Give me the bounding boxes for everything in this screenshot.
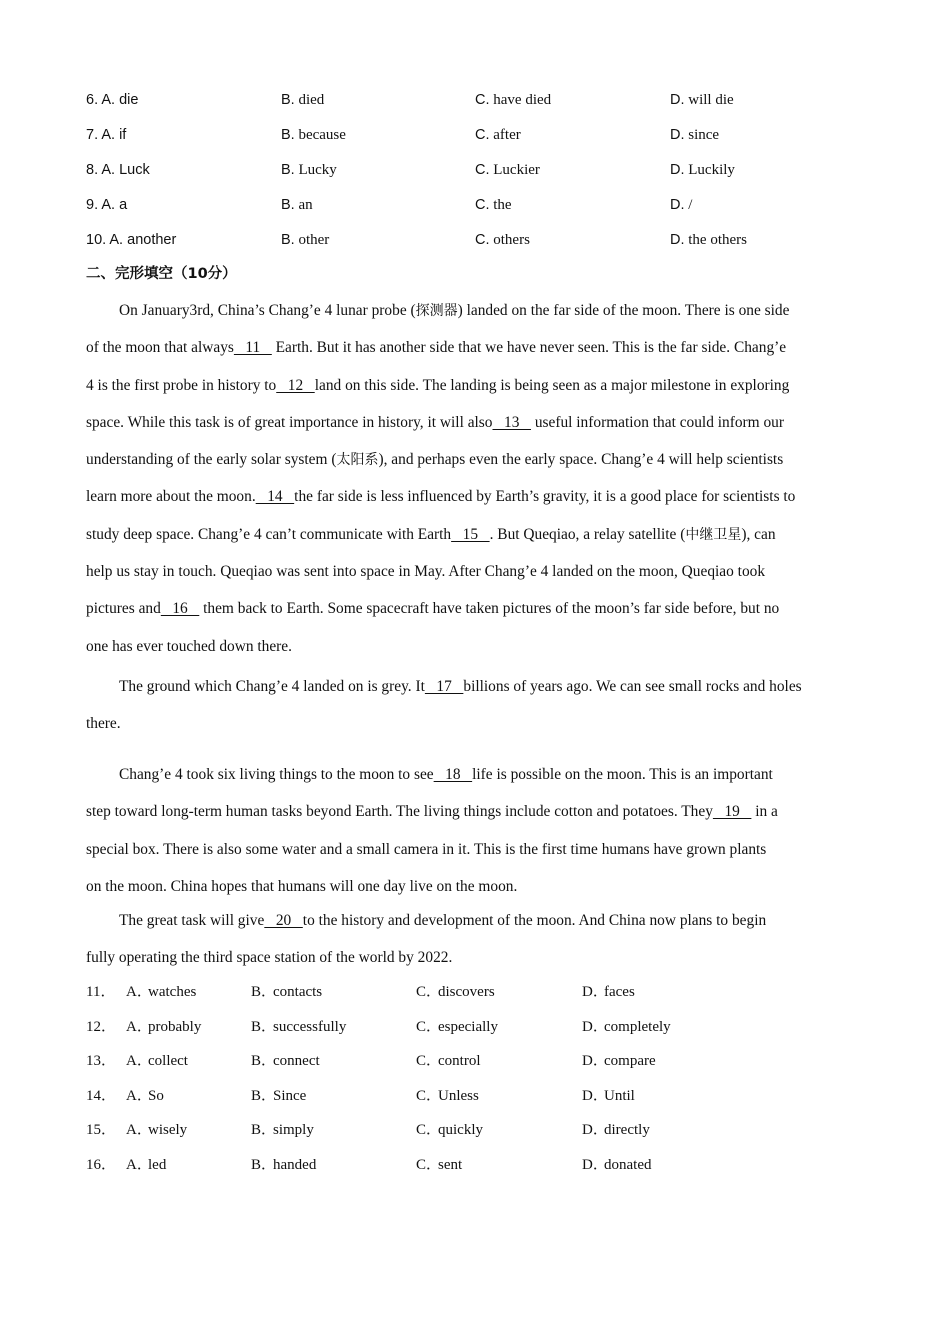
option-text: sent [438,1157,463,1173]
option-label: D． [582,1019,608,1035]
passage-line [86,764,866,801]
option-label: C． [416,984,442,1000]
passage-line [86,449,866,486]
option-text: an [298,197,313,213]
option-text: Luckier [493,162,540,178]
option-text: compare [604,1053,656,1069]
option-d [670,159,735,181]
question-number: 9. A. [86,197,116,213]
text: special box. There is also some water and a small camera in it. This is the first time humans have grown plants [86,840,767,858]
option-c [475,89,551,111]
question-number: 13． [86,1053,117,1069]
option-text: donated [604,1157,652,1173]
option-label: C． [416,1053,442,1069]
option-label: D． [582,1088,608,1104]
passage-paragraph-2 [86,676,866,751]
text: to the history and development of the moon. And China now plans to begin [302,912,767,929]
text: land on this side. The landing is being seen as a major milestone in exploring [314,376,790,394]
option-label: B. [281,127,295,143]
option-label: C． [416,1088,442,1104]
option-label: D. [670,162,685,178]
option-text: watches [148,984,197,1000]
text: On January3rd, China’s Chang’e 4 lunar probe ( [119,302,416,319]
section-title: 二、完形填空（10分） [86,266,237,282]
text: . But Queqiao, a relay satellite ( [489,525,686,543]
passage-line [86,524,866,561]
option-label: D． [582,1157,608,1173]
option-label: B. [281,162,295,178]
option-text: have died [493,92,552,108]
passage-line [86,676,866,713]
option-label: C. [475,232,490,248]
passage-line [86,839,866,876]
text: in a [751,803,778,821]
passage-line [86,876,866,910]
option-label: D. [670,232,685,248]
passage-line [86,561,866,598]
question-number: 10. A. [86,232,124,248]
option-text: other [298,232,330,248]
option-text: will die [688,92,734,108]
option-c [475,194,512,216]
text: ) landed on the far side of the moon. There is one side [457,302,790,319]
passage-line [86,486,866,523]
question-number: 11． [86,984,116,1000]
option-text: Unless [438,1088,479,1104]
option-text: connect [273,1053,320,1069]
option-text: die [119,92,139,108]
option-label: D． [582,1122,608,1138]
passage-line [86,300,866,337]
option-label: A． [126,1122,152,1138]
passage-paragraph-3 [86,764,866,910]
text: life is possible on the moon. This is an important [472,766,773,783]
option-c [475,124,521,146]
option-label: B. [281,232,295,248]
option-label: C. [475,92,490,108]
text: Chang’e 4 took six living things to the moon to see [119,766,434,783]
option-text: directly [604,1122,650,1138]
option-label: A． [126,1157,152,1173]
option-b [281,229,329,251]
option-label: A． [126,1053,152,1069]
text: help us stay in touch. Queqiao was sent into space in May. After Chang’e 4 landed on the moon, Queqiao took [86,563,766,581]
blank-12[interactable]: 12 [276,376,315,394]
text: pictures and [86,600,161,618]
option-text: simply [273,1122,314,1138]
text-cjk: 太阳系 [336,452,379,469]
option-label: C. [475,197,490,213]
passage-line [86,801,866,838]
option-text: faces [604,984,635,1000]
text: them back to Earth. Some spacecraft have taken pictures of the moon’s far side before, but no [199,600,780,618]
option-label: A． [126,1088,152,1104]
option-label: D. [670,92,685,108]
passage-line [86,337,866,374]
option-text: the [493,197,512,213]
option-text: wisely [148,1122,188,1138]
option-text: So [148,1088,164,1104]
text: learn more about the moon. [86,488,256,506]
option-text: successfully [273,1019,347,1035]
text: step toward long-term human tasks beyond Earth. The living things include cotton and potatoes. They [86,803,713,821]
passage-line [86,636,866,673]
option-text: completely [604,1019,671,1035]
option-text: handed [273,1157,317,1173]
text: ), can [741,525,776,543]
option-text: led [148,1157,167,1173]
text: useful information that could inform our [530,413,785,431]
text: study deep space. Chang’e 4 can’t communicate with Earth [86,525,452,543]
option-text: / [688,197,693,213]
question-number: 15． [86,1122,117,1138]
option-text: died [298,92,325,108]
option-label: B. [281,92,295,108]
question-number: 14． [86,1088,117,1104]
option-b [281,159,337,181]
blank-19[interactable]: 19 [712,803,752,821]
option-text: collect [148,1053,188,1069]
option-text: because [298,127,346,143]
question-number: 16． [86,1157,117,1173]
passage-line [86,598,866,635]
passage-line [86,412,866,449]
option-label: D. [670,197,685,213]
blank-18[interactable]: 18 [433,766,473,783]
option-text: the others [688,232,747,248]
option-text: since [688,127,720,143]
option-label: B． [251,984,277,1000]
option-label: B． [251,1157,277,1173]
blank-14[interactable]: 14 [255,488,295,506]
text: of the moon that always [86,339,234,357]
option-label: B． [251,1088,277,1104]
option-d [670,124,719,146]
text: The ground which Chang’e 4 landed on is grey. It [119,678,425,695]
option-c [475,159,540,181]
passage-line [86,713,866,750]
option-label: D． [582,984,608,1000]
option-text: others [493,232,530,248]
option-text: Until [604,1088,635,1104]
text: ), and perhaps even the early space. Chang’e 4 will help scientists [378,451,784,469]
option-label: C． [416,1019,442,1035]
text: 4 is the first probe in history to [86,376,277,394]
option-text: probably [148,1019,202,1035]
option-text: contacts [273,984,323,1000]
text: Earth. But it has another side that we have never seen. This is the far side. Chang’e [271,339,787,357]
option-text: Lucky [298,162,337,178]
option-text: Luck [119,162,150,178]
option-label: B. [281,197,295,213]
option-d [670,229,747,251]
option-label: B． [251,1019,277,1035]
option-c [475,229,530,251]
option-label: A． [126,1019,152,1035]
text: space. While this task is of great importance in history, it will also [86,413,493,431]
option-text: Luckily [688,162,735,178]
text: the far side is less influenced by Earth’s gravity, it is a good place for scientists to [294,488,796,506]
option-label: B． [251,1122,277,1138]
passage-line [86,910,866,947]
passage-paragraph-1 [86,300,866,673]
text: understanding of the early solar system ( [86,451,337,469]
option-text: discovers [438,984,495,1000]
option-text: Since [273,1088,307,1104]
option-a [86,229,176,251]
option-label: C． [416,1122,442,1138]
option-label: B． [251,1053,277,1069]
option-label: A． [126,984,152,1000]
option-label: C. [475,127,490,143]
option-d [670,89,734,111]
blank-11[interactable]: 11 [233,339,272,357]
option-b [281,194,313,216]
question-number: 7. A. [86,127,116,143]
blank-16[interactable]: 16 [160,600,200,618]
text: there. [86,715,121,733]
blank-20[interactable]: 20 [264,912,303,929]
question-number: 8. A. [86,162,116,178]
option-label: D. [670,127,685,143]
option-text: if [119,127,127,143]
option-a [86,89,138,111]
text: on the moon. China hopes that humans will one day live on the moon. [86,877,518,895]
passage-line [86,947,866,984]
option-text: a [119,197,128,213]
option-text: quickly [438,1122,483,1138]
passage-line [86,375,866,412]
option-text: especially [438,1019,498,1035]
question-number: 12． [86,1019,117,1035]
text-cjk: 中继卫星 [685,526,742,543]
text: one has ever touched down there. [86,637,292,655]
option-b [281,124,346,146]
passage-paragraph-4 [86,910,866,985]
text: billions of years ago. We can see small rocks and holes [463,678,802,695]
blank-13[interactable]: 13 [492,413,531,431]
option-a [86,159,150,181]
blank-17[interactable]: 17 [424,678,464,695]
blank-15[interactable]: 15 [451,525,490,543]
option-d [670,194,692,216]
option-label: C． [416,1157,442,1173]
question-number: 6. A. [86,92,116,108]
option-label: D． [582,1053,608,1069]
option-text: control [438,1053,481,1069]
text: fully operating the third space station of the world by 2022. [86,949,453,967]
text: The great task will give [119,912,265,929]
option-label: C. [475,162,490,178]
text-cjk: 探测器 [415,303,458,319]
option-text: another [127,232,177,248]
option-text: after [493,127,521,143]
option-a [86,124,126,146]
option-a [86,194,127,216]
option-b [281,89,324,111]
